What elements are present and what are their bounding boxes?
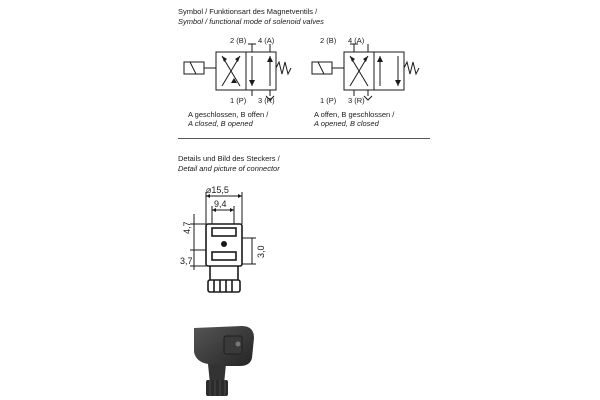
dim-inner-width: 9,4: [214, 199, 227, 209]
connector-section-title-de: Details und Bild des Steckers /: [178, 154, 280, 163]
valve1-symbol: [182, 42, 292, 102]
symbol-section-title-de: Symbol / Funktionsart des Magnetventils /: [178, 7, 318, 16]
valve1-port-a-label: 4 (A): [258, 36, 275, 45]
connector-photo: [180, 318, 260, 398]
valve2-symbol: [310, 42, 420, 102]
symbol-section-title-en: Symbol / functional mode of solenoid valves: [178, 17, 324, 26]
valve1-caption-de: A geschlossen, B offen /: [188, 110, 269, 119]
valve2-port-b-label: 2 (B): [320, 36, 337, 45]
connector-section-title-en: Detail and picture of connector: [178, 164, 280, 173]
valve2-port-a-label: 4 (A): [348, 36, 365, 45]
valve1-caption-en: A closed, B opened: [188, 119, 253, 128]
valve2-caption-de: A offen, B geschlossen /: [314, 110, 395, 119]
dim-outer-width: ⌀15,5: [206, 185, 229, 195]
valve1-port-b-label: 2 (B): [230, 36, 247, 45]
valve1-port-p-label: 1 (P): [230, 96, 247, 105]
valve2-caption-en: A opened, B closed: [314, 119, 379, 128]
dim-side-height: 3,0: [256, 245, 266, 258]
valve2-port-p-label: 1 (P): [320, 96, 337, 105]
section-divider: [178, 138, 430, 139]
dim-bottom-offset: 3,7: [180, 256, 193, 266]
valve2-port-r-label: 3 (R): [348, 96, 365, 105]
connector-drawing: [176, 180, 276, 300]
valve1-port-r-label: 3 (R): [258, 96, 275, 105]
dim-top-height: 4,7: [182, 221, 192, 234]
